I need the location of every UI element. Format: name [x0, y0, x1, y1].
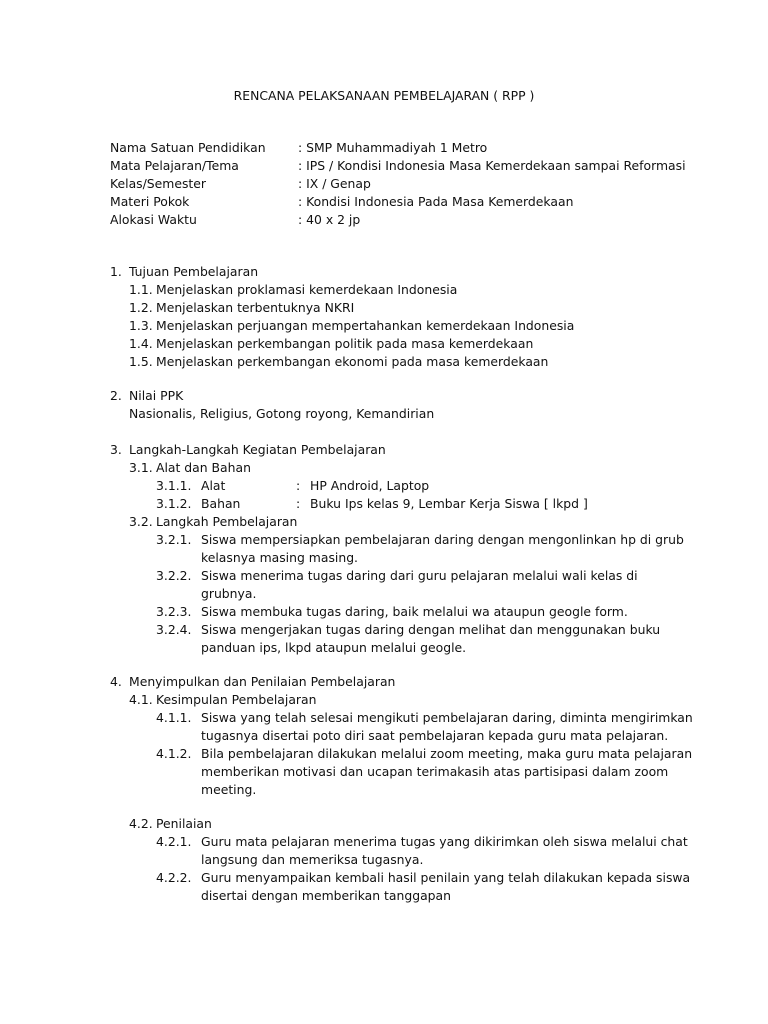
- list-item: [0, 531, 768, 549]
- section-title: Menyimpulkan dan Penilaian Pembelajaran: [129, 674, 396, 689]
- item-text: Menjelaskan perkembangan politik pada masa kemerdekaan: [156, 336, 534, 351]
- list-item-continuation: [0, 549, 768, 567]
- subsection-title: Alat dan Bahan: [156, 460, 251, 475]
- subsection-title: Langkah Pembelajaran: [156, 514, 298, 529]
- item-number: 4.2.2.: [156, 870, 192, 885]
- item-number: 3.1.1.: [156, 478, 192, 493]
- section-heading: [0, 441, 768, 459]
- identity-label: Alokasi Waktu: [110, 212, 197, 227]
- section-title: Langkah-Langkah Kegiatan Pembelajaran: [129, 442, 386, 457]
- list-item: [0, 567, 768, 585]
- list-item-continuation: [0, 887, 768, 905]
- subsection-number: 4.2.: [129, 816, 153, 831]
- identity-row: [110, 193, 686, 211]
- list-item: [0, 603, 768, 621]
- item-value: Buku Ips kelas 9, Lembar Kerja Siswa [ lkpd ]: [310, 496, 588, 511]
- item-text: Siswa mempersiapkan pembelajaran daring dengan mengonlinkan hp di grub: [201, 532, 684, 547]
- section-title: Tujuan Pembelajaran: [129, 264, 259, 279]
- item-text: panduan ips, lkpd ataupun melalui geogle.: [201, 640, 467, 655]
- identity-block: [110, 139, 686, 229]
- subsection-penilaian: [0, 815, 768, 905]
- list-item: [0, 281, 768, 299]
- list-item-continuation: [0, 639, 768, 657]
- list-item: [0, 709, 768, 727]
- subsection-heading: [0, 459, 768, 477]
- item-value: HP Android, Laptop: [310, 478, 430, 493]
- list-item-continuation: [0, 585, 768, 603]
- item-text: Menjelaskan perjuangan mempertahankan kemerdekaan Indonesia: [156, 318, 575, 333]
- list-item: [0, 317, 768, 335]
- subsection-title: Penilaian: [156, 816, 212, 831]
- section-heading: [0, 673, 768, 691]
- list-item: [0, 335, 768, 353]
- list-item: [0, 745, 768, 763]
- list-item-continuation: [0, 851, 768, 869]
- item-number: 3.2.4.: [156, 622, 192, 637]
- item-text: meeting.: [201, 782, 257, 797]
- identity-value: : 40 x 2 jp: [298, 212, 361, 227]
- item-colon: :: [296, 478, 301, 493]
- item-number: 1.1.: [129, 282, 153, 297]
- item-text: disertai dengan memberikan tanggapan: [201, 888, 451, 903]
- identity-label: Kelas/Semester: [110, 176, 207, 191]
- item-number: 4.1.2.: [156, 746, 192, 761]
- item-number: 3.2.1.: [156, 532, 192, 547]
- item-number: 1.5.: [129, 354, 153, 369]
- list-item: [0, 353, 768, 371]
- section-tujuan: [0, 263, 768, 371]
- item-text: kelasnya masing masing.: [201, 550, 359, 565]
- section-title: Nilai PPK: [129, 388, 184, 403]
- item-number: 4.2.1.: [156, 834, 192, 849]
- item-number: 1.4.: [129, 336, 153, 351]
- subsection-number: 3.1.: [129, 460, 153, 475]
- list-item-continuation: [0, 763, 768, 781]
- subsection-heading: [0, 815, 768, 833]
- item-text: langsung dan memeriksa tugasnya.: [201, 852, 424, 867]
- subsection-title: Kesimpulan Pembelajaran: [156, 692, 317, 707]
- item-number: 3.1.2.: [156, 496, 192, 511]
- section-text: [0, 405, 768, 423]
- item-text: Siswa yang telah selesai mengikuti pembelajaran daring, diminta mengirimkan: [201, 710, 693, 725]
- section-heading: [0, 387, 768, 405]
- item-label: Bahan: [201, 496, 241, 511]
- identity-row: [110, 157, 686, 175]
- subsection-heading: [0, 513, 768, 531]
- nilai-ppk-values: Nasionalis, Religius, Gotong royong, Kemandirian: [129, 406, 435, 421]
- item-text: Guru menyampaikan kembali hasil penilain yang telah dilakukan kepada siswa: [201, 870, 691, 885]
- document-title: RENCANA PELAKSANAAN PEMBELAJARAN ( RPP ): [233, 88, 535, 103]
- list-item-continuation: [0, 727, 768, 745]
- identity-value: : SMP Muhammadiyah 1 Metro: [298, 140, 488, 155]
- identity-row: [110, 139, 686, 157]
- section-langkah: [0, 441, 768, 657]
- item-text: Siswa mengerjakan tugas daring dengan melihat dan menggunakan buku: [201, 622, 661, 637]
- item-number: 3.2.3.: [156, 604, 192, 619]
- list-item: [0, 495, 768, 513]
- section-nilai-ppk: [0, 387, 768, 423]
- subsection-heading: [0, 691, 768, 709]
- identity-row: [110, 175, 686, 193]
- section-number: 3.: [110, 442, 122, 457]
- section-number: 2.: [110, 388, 122, 403]
- item-number: 1.2.: [129, 300, 153, 315]
- subsection-number: 3.2.: [129, 514, 153, 529]
- identity-label: Materi Pokok: [110, 194, 190, 209]
- item-text: Menjelaskan perkembangan ekonomi pada masa kemerdekaan: [156, 354, 549, 369]
- subsection-number: 4.1.: [129, 692, 153, 707]
- item-text: Bila pembelajaran dilakukan melalui zoom meeting, maka guru mata pelajaran: [201, 746, 693, 761]
- identity-label: Mata Pelajaran/Tema: [110, 158, 239, 173]
- list-item: [0, 299, 768, 317]
- section-heading: [0, 263, 768, 281]
- item-number: 1.3.: [129, 318, 153, 333]
- item-text: tugasnya disertai poto diri saat pembelajaran kepada guru mata pelajaran.: [201, 728, 669, 743]
- list-item: [0, 621, 768, 639]
- item-text: memberikan motivasi dan ucapan terimakasih atas partisipasi dalam zoom: [201, 764, 669, 779]
- item-text: Siswa menerima tugas daring dari guru pelajaran melalui wali kelas di: [201, 568, 638, 583]
- section-number: 4.: [110, 674, 122, 689]
- list-item-continuation: [0, 781, 768, 799]
- item-text: Guru mata pelajaran menerima tugas yang dikirimkan oleh siswa melalui chat: [201, 834, 688, 849]
- item-text: grubnya.: [201, 586, 257, 601]
- item-number: 4.1.1.: [156, 710, 192, 725]
- list-item: [0, 477, 768, 495]
- section-menyimpulkan: [0, 673, 768, 799]
- item-text: Menjelaskan terbentuknya NKRI: [156, 300, 355, 315]
- identity-value: : Kondisi Indonesia Pada Masa Kemerdekaan: [298, 194, 574, 209]
- section-number: 1.: [110, 264, 122, 279]
- identity-value: : IX / Genap: [298, 176, 371, 191]
- item-label: Alat: [201, 478, 226, 493]
- list-item: [0, 833, 768, 851]
- item-number: 3.2.2.: [156, 568, 192, 583]
- item-text: Siswa membuka tugas daring, baik melalui wa ataupun geogle form.: [201, 604, 628, 619]
- identity-value: : IPS / Kondisi Indonesia Masa Kemerdekaan sampai Reformasi: [298, 158, 686, 173]
- list-item: [0, 869, 768, 887]
- identity-row: [110, 211, 686, 229]
- item-text: Menjelaskan proklamasi kemerdekaan Indonesia: [156, 282, 458, 297]
- identity-label: Nama Satuan Pendidikan: [110, 140, 266, 155]
- item-colon: :: [296, 496, 301, 511]
